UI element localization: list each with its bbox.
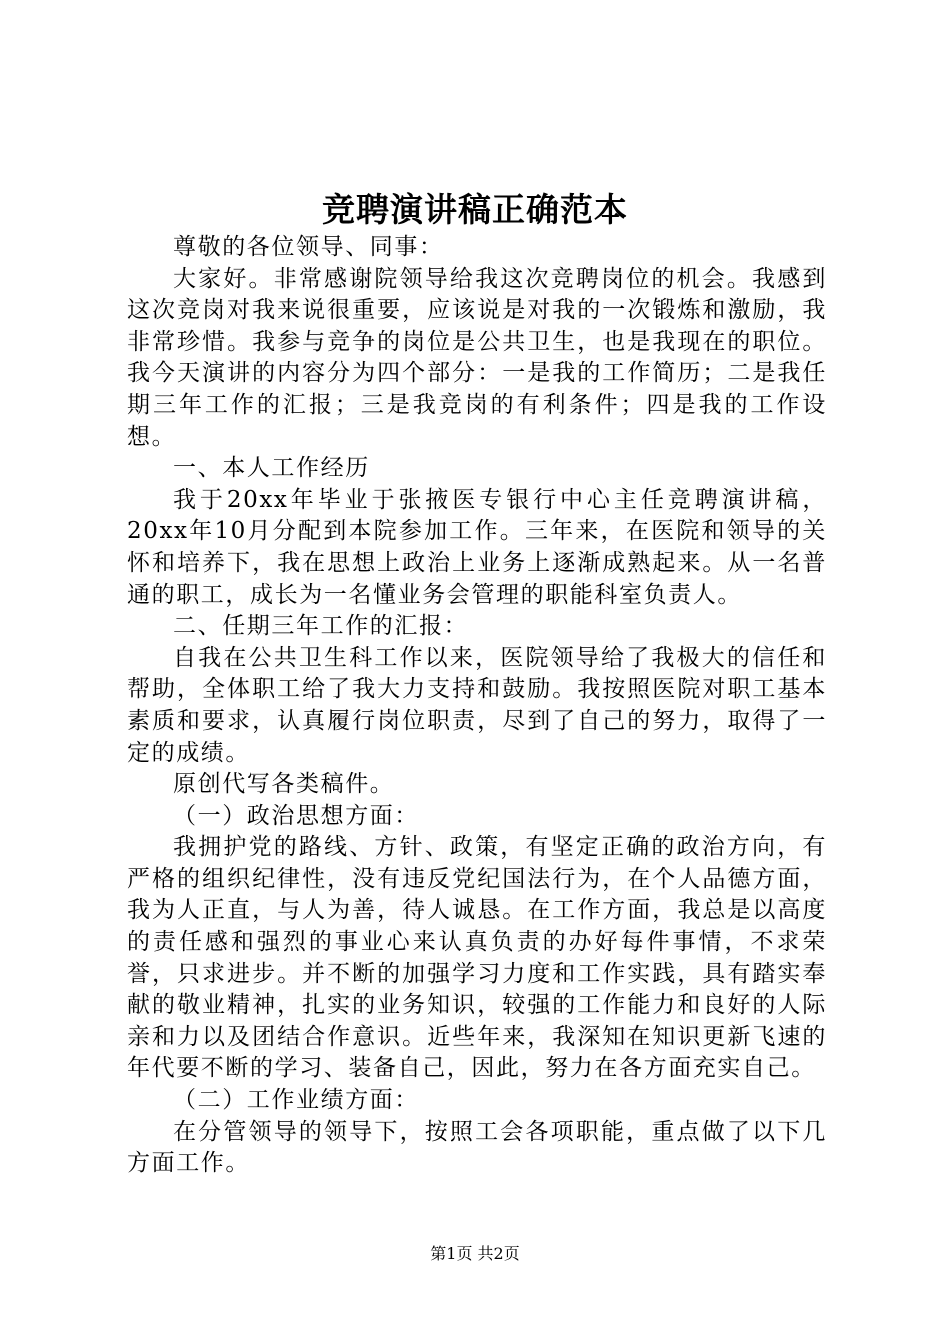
paragraph-note: 原创代写各类稿件。 [173,771,395,798]
page-number-footer: 第1页 共2页 [430,1244,520,1263]
paragraph-political: 我拥护党的路线、方针、政策，有坚定正确的政治方向，有严格的组织纪律性，没有违反党纪国法行为，在个人品德方面，我为人正直，与人为善，待人诚恳。在工作方面，我总是以高度的责任感和强烈的事业心来认真负责的办好每件事情，不求荣誉，只求进步。并不断的加强学习力度和工作实践，具有踏实奉献的敬业精神，扎实的业务知识，较强的工作能力和良好的人际亲和力以及团结合作意识。近些年来，我深知在知识更新飞速的年代要不断的学习、装备自己，因此，努力在各方面充实自己。 [127,834,827,1082]
subsection-heading-political: （一）政治思想方面： [173,802,419,829]
section-heading-report: 二、任期三年工作的汇报： [173,613,469,640]
section-heading-work-experience: 一、本人工作经历 [173,455,370,482]
paragraph-greeting: 大家好。非常感谢院领导给我这次竞聘岗位的机会。我感到这次竞岗对我来说很重要，应该说是对我的一次锻炼和激励，我非常珍惜。我参与竞争的岗位是公共卫生，也是我现在的职位。我今天演讲的内容分为四个部分：一是我的工作简历；二是我任期三年工作的汇报；三是我竞岗的有利条件；四是我的工作设想。 [127,265,827,450]
subsection-heading-performance: （二）工作业绩方面： [173,1087,419,1114]
paragraph-performance: 在分管领导的领导下，按照工会各项职能，重点做了以下几方面工作。 [127,1118,827,1177]
paragraph-report: 自我在公共卫生科工作以来，医院领导给了我极大的信任和帮助，全体职工给了我大力支持和鼓励。我按照医院对职工基本素质和要求，认真履行岗位职责，尽到了自己的努力，取得了一定的成绩。 [127,644,827,766]
document-body [127,232,827,1180]
paragraph-work-experience: 我于20xx年毕业于张掖医专银行中心主任竞聘演讲稿，20xx年10月分配到本院参加工作。三年来，在医院和领导的关怀和培养下，我在思想上政治上业务上逐渐成熟起来。从一名普通的职工，成长为一名懂业务会管理的职能科室负责人。 [127,486,827,608]
document-title: 竞聘演讲稿正确范本 [322,190,628,229]
paragraph-salutation: 尊敬的各位领导、同事： [173,234,444,260]
